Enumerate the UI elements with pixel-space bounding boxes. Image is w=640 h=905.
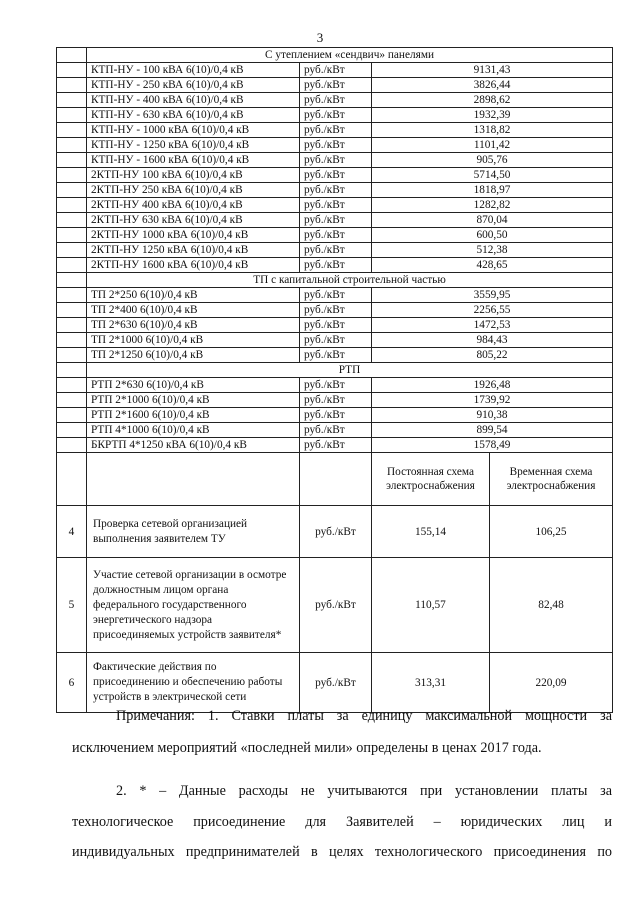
row-number-cell [57,78,87,93]
unit: руб./кВт [300,228,372,243]
unit: руб./кВт [300,423,372,438]
rate-value: 1739,92 [372,393,613,408]
unit: руб./кВт [300,63,372,78]
rate-value: 2898,62 [372,93,613,108]
row-number-cell [57,363,87,378]
rate-value: 9131,43 [372,63,613,78]
blank-cell [87,453,300,506]
unit: руб./кВт [300,378,372,393]
equipment-name: ТП 2*1000 6(10)/0,4 кВ [87,333,300,348]
unit: руб./кВт [300,78,372,93]
row-number-cell [57,108,87,123]
section-header-row [57,363,613,378]
equipment-name: ТП 2*250 6(10)/0,4 кВ [87,288,300,303]
rates-table [56,47,613,713]
rate-value: 1818,97 [372,183,613,198]
rates-table-body [57,48,613,713]
equipment-name: БКРТП 4*1250 кВА 6(10)/0,4 кВ [87,438,300,453]
rate-value: 428,65 [372,258,613,273]
service-row [57,506,613,558]
unit: руб./кВт [300,183,372,198]
equipment-name: РТП 4*1000 6(10)/0,4 кВ [87,423,300,438]
rate-value: 984,43 [372,333,613,348]
rate-value: 905,76 [372,153,613,168]
rate-value: 2256,55 [372,303,613,318]
equipment-name: КТП-НУ - 100 кВА 6(10)/0,4 кВ [87,63,300,78]
row-number-cell [57,168,87,183]
table-row [57,153,613,168]
equipment-name: РТП 2*1600 6(10)/0,4 кВ [87,408,300,423]
equipment-name: 2КТП-НУ 100 кВА 6(10)/0,4 кВ [87,168,300,183]
unit: руб./кВт [300,108,372,123]
temporary-scheme-header: Временная схема электроснабжения [490,453,613,506]
service-name: Фактические действия по присоединению и обеспечению работы устройств в электрической сети [87,653,300,713]
service-name: Участие сетевой организации в осмотре должностным лицом органа федерального государственного энергетического надзора присоединяемых устройств заявителя* [87,558,300,653]
unit: руб./кВт [300,138,372,153]
table-row [57,138,613,153]
table-row [57,183,613,198]
unit: руб./кВт [300,243,372,258]
table-row [57,123,613,138]
table-row [57,108,613,123]
rate-value: 899,54 [372,423,613,438]
table-row [57,243,613,258]
table-row [57,213,613,228]
rate-value: 1926,48 [372,378,613,393]
table-row [57,168,613,183]
row-number-cell [57,423,87,438]
table-row [57,438,613,453]
service-row [57,653,613,713]
table-row [57,348,613,363]
service-row [57,558,613,653]
section-title: ТП с капитальной строительной частью [87,273,613,288]
row-number-cell [57,453,87,506]
rate-value: 1101,42 [372,138,613,153]
unit: руб./кВт [300,213,372,228]
unit: руб./кВт [300,333,372,348]
row-number-cell [57,138,87,153]
section-header-row [57,273,613,288]
blank-cell [300,453,372,506]
equipment-name: РТП 2*630 6(10)/0,4 кВ [87,378,300,393]
equipment-name: 2КТП-НУ 1000 кВА 6(10)/0,4 кВ [87,228,300,243]
rate-value: 512,38 [372,243,613,258]
service-number: 4 [57,506,87,558]
equipment-name: 2КТП-НУ 630 кВА 6(10)/0,4 кВ [87,213,300,228]
permanent-rate: 313,31 [372,653,490,713]
row-number-cell [57,228,87,243]
rate-value: 805,22 [372,348,613,363]
service-unit: руб./кВт [300,558,372,653]
rate-value: 3826,44 [372,78,613,93]
note-1-line-1: Примечания: 1. Ставки платы за единицу максимальной мощности за [116,708,612,724]
table-row [57,93,613,108]
rate-value: 1932,39 [372,108,613,123]
page-number: 3 [316,30,324,45]
unit: руб./кВт [300,438,372,453]
row-number-cell [57,63,87,78]
permanent-rate: 110,57 [372,558,490,653]
equipment-name: 2КТП-НУ 400 кВА 6(10)/0,4 кВ [87,198,300,213]
row-number-cell [57,288,87,303]
row-number-cell [57,333,87,348]
rate-value: 600,50 [372,228,613,243]
note-2-line-1: 2. * – Данные расходы не учитываются при установлении платы за [116,783,612,799]
equipment-name: КТП-НУ - 1600 кВА 6(10)/0,4 кВ [87,153,300,168]
row-number-cell [57,318,87,333]
table-row [57,333,613,348]
row-number-cell [57,123,87,138]
scheme-header-row [57,453,613,506]
row-number-cell [57,393,87,408]
service-unit: руб./кВт [300,653,372,713]
unit: руб./кВт [300,153,372,168]
rate-value: 910,38 [372,408,613,423]
row-number-cell [57,438,87,453]
equipment-name: РТП 2*1000 6(10)/0,4 кВ [87,393,300,408]
equipment-name: 2КТП-НУ 1250 кВА 6(10)/0,4 кВ [87,243,300,258]
equipment-name: 2КТП-НУ 1600 кВА 6(10)/0,4 кВ [87,258,300,273]
section-header-row [57,48,613,63]
unit: руб./кВт [300,93,372,108]
row-number-cell [57,153,87,168]
table-row [57,228,613,243]
row-number-cell [57,303,87,318]
permanent-rate: 155,14 [372,506,490,558]
equipment-name: КТП-НУ - 1000 кВА 6(10)/0,4 кВ [87,123,300,138]
rate-value: 870,04 [372,213,613,228]
equipment-name: КТП-НУ - 1250 кВА 6(10)/0,4 кВ [87,138,300,153]
note-2-line-3: индивидуальных предпринимателей в целях технологического присоединения по [72,844,612,860]
row-number-cell [57,183,87,198]
row-number-cell [57,273,87,288]
table-row [57,378,613,393]
row-number-cell [57,48,87,63]
equipment-name: КТП-НУ - 250 кВА 6(10)/0,4 кВ [87,78,300,93]
service-number: 5 [57,558,87,653]
rate-value: 1578,49 [372,438,613,453]
rate-value: 1318,82 [372,123,613,138]
note-1-line-2: исключением мероприятий «последней мили» определены в ценах 2017 года. [72,740,542,756]
rate-value: 1472,53 [372,318,613,333]
table-row [57,78,613,93]
row-number-cell [57,198,87,213]
rate-value: 3559,95 [372,288,613,303]
unit: руб./кВт [300,408,372,423]
temporary-rate: 106,25 [490,506,613,558]
row-number-cell [57,258,87,273]
equipment-name: ТП 2*400 6(10)/0,4 кВ [87,303,300,318]
unit: руб./кВт [300,393,372,408]
table-row [57,288,613,303]
row-number-cell [57,378,87,393]
unit: руб./кВт [300,258,372,273]
note-2-line-2: технологическое присоединение для Заявителей – юридических лиц и [72,814,612,830]
row-number-cell [57,408,87,423]
equipment-name: ТП 2*1250 6(10)/0,4 кВ [87,348,300,363]
service-number: 6 [57,653,87,713]
unit: руб./кВт [300,198,372,213]
table-row [57,198,613,213]
row-number-cell [57,243,87,258]
unit: руб./кВт [300,123,372,138]
rate-value: 5714,50 [372,168,613,183]
unit: руб./кВт [300,303,372,318]
table-row [57,303,613,318]
unit: руб./кВт [300,288,372,303]
equipment-name: ТП 2*630 6(10)/0,4 кВ [87,318,300,333]
section-title: С утеплением «сендвич» панелями [87,48,613,63]
table-row [57,63,613,78]
unit: руб./кВт [300,348,372,363]
service-name: Проверка сетевой организацией выполнения заявителем ТУ [87,506,300,558]
unit: руб./кВт [300,168,372,183]
permanent-scheme-header: Постоянная схема электроснабжения [372,453,490,506]
equipment-name: КТП-НУ - 630 кВА 6(10)/0,4 кВ [87,108,300,123]
table-row [57,423,613,438]
table-row [57,258,613,273]
equipment-name: КТП-НУ - 400 кВА 6(10)/0,4 кВ [87,93,300,108]
temporary-rate: 82,48 [490,558,613,653]
temporary-rate: 220,09 [490,653,613,713]
row-number-cell [57,93,87,108]
row-number-cell [57,348,87,363]
equipment-name: 2КТП-НУ 250 кВА 6(10)/0,4 кВ [87,183,300,198]
row-number-cell [57,213,87,228]
unit: руб./кВт [300,318,372,333]
table-row [57,393,613,408]
section-title: РТП [87,363,613,378]
table-row [57,318,613,333]
service-unit: руб./кВт [300,506,372,558]
rate-value: 1282,82 [372,198,613,213]
table-row [57,408,613,423]
